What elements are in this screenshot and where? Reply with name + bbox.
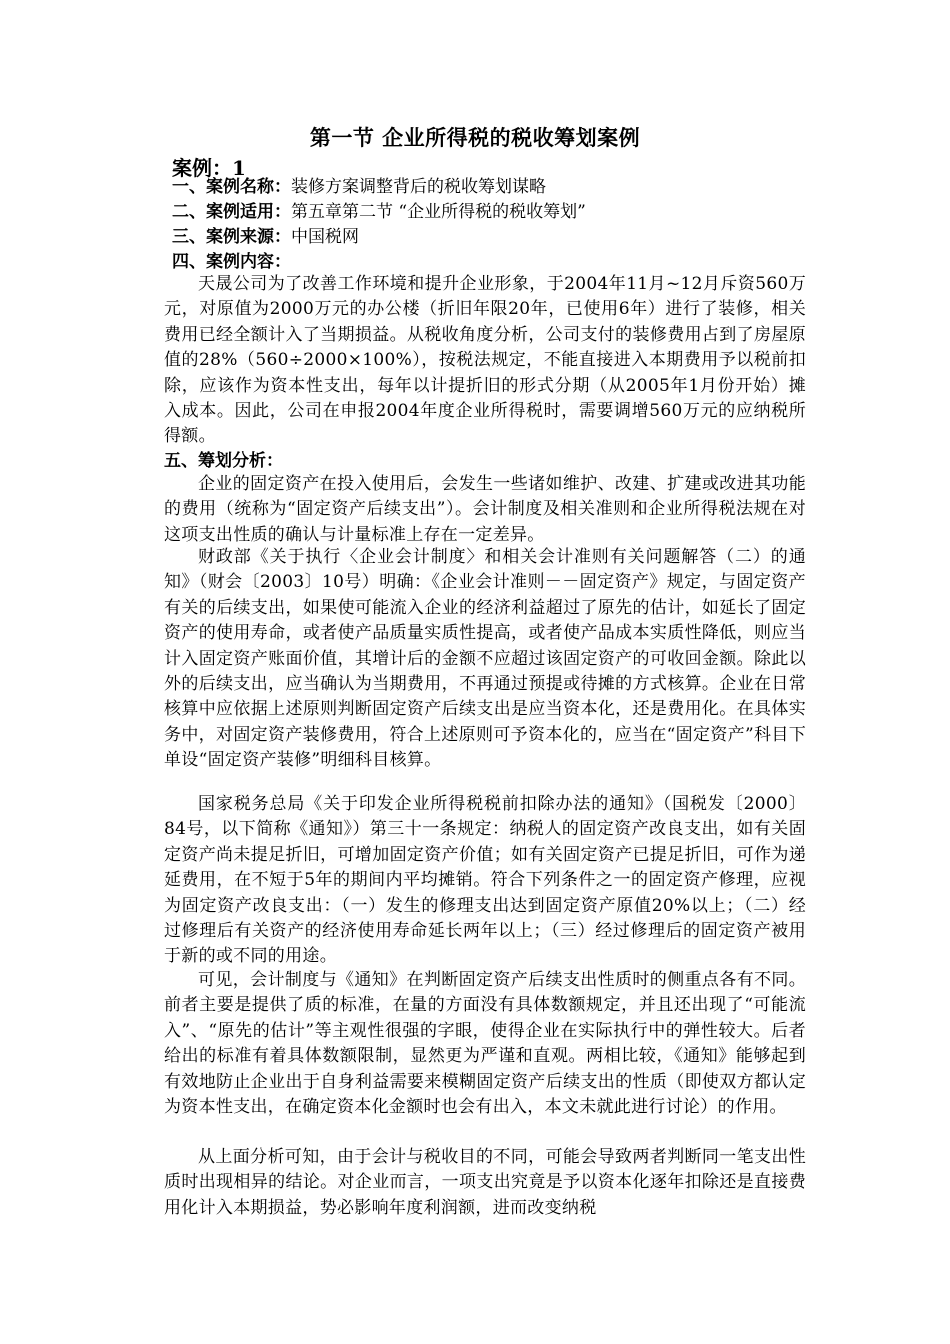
meta-case-source: [172, 225, 359, 249]
meta-value: 第五章第二节 “企业所得税的税收筹划”: [291, 202, 586, 222]
meta-label: 四、案例内容：: [172, 252, 291, 272]
meta-case-scope: [172, 200, 586, 224]
meta-label: 一、案例名称：: [172, 177, 291, 197]
analysis-paragraph: 国家税务总局《关于印发企业所得税税前扣除办法的通知》（国税发〔2000〕84号，以下简称《通知》）第三十一条规定：纳税人的固定资产改良支出，如有关固定资产尚未提足折旧，可增加固定资产价值；如有关固定资产已提足折旧，可作为递延费用，在不短于5年的期间内平均摊销。符合下列条件之一的固定资产修理，应视为固定资产改良支出：（一）发生的修理支出达到固定资产原值20%以上；（二）经过修理后有关资产的经济使用寿命延长两年以上；（三）经过修理后的固定资产被用于新的或不同的用途。: [164, 794, 806, 967]
meta-label: 二、案例适用：: [172, 202, 291, 222]
meta-value: 装修方案调整背后的税收筹划谋略: [291, 177, 546, 197]
analysis-heading: 五、筹划分析：: [164, 451, 283, 471]
analysis-paragraph: 从上面分析可知，由于会计与税收目的不同，可能会导致两者判断同一笔支出性质时出现相异的结论。对企业而言，一项支出究竟是予以资本化逐年扣除还是直接费用化计入本期损益，势必影响年度利润额，进而改变纳税: [164, 1147, 806, 1218]
analysis-paragraph: 企业的固定资产在投入使用后，会发生一些诸如维护、改建、扩建或改进其功能的费用（统称为“固定资产后续支出”）。会计制度及相关准则和企业所得税法规在对这项支出性质的确认与计量标准上存在一定差异。: [164, 474, 806, 545]
meta-case-name: [172, 175, 546, 199]
case-content-paragraph: 天晟公司为了改善工作环境和提升企业形象，于2004年11月~12月斥资560万元，对原值为2000万元的办公楼（折旧年限20年，已使用6年）进行了装修，相关费用已经全额计入了当期损益。从税收角度分析，公司支付的装修费用占到了房屋原值的28%（560÷2000×100%），按税法规定，不能直接进入本期费用予以税前扣除，应该作为资本性支出，每年以计提折旧的形式分期（从2005年1月份开始）摊入成本。因此，公司在申报2004年度企业所得税时，需要调增560万元的应纳税所得额。: [164, 274, 806, 447]
meta-value: 中国税网: [291, 227, 359, 247]
page-title: 第一节 企业所得税的税收筹划案例: [309, 125, 641, 150]
meta-case-content: [172, 250, 291, 274]
meta-label: 三、案例来源：: [172, 227, 291, 247]
analysis-paragraph: 财政部《关于执行〈企业会计制度〉和相关会计准则有关问题解答（二）的通知》（财会〔2003〕10号）明确：《企业会计准则－－固定资产》规定，与固定资产有关的后续支出，如果使可能流入企业的经济利益超过了原先的估计，如延长了固定资产的使用寿命，或者使产品质量实质性提高，或者使产品成本实质性降低，则应当计入固定资产账面价值，其增计后的金额不应超过该固定资产的可收回金额。除此以外的后续支出，应当确认为当期费用，不再通过预提或待摊的方式核算。企业在日常核算中应依据上述原则判断固定资产后续支出是应当资本化，还是费用化。在具体实务中，对固定资产装修费用，符合上述原则可予资本化的，应当在“固定资产”科目下单设“固定资产装修”明细科目核算。: [164, 547, 806, 771]
case-number: 案例：1: [172, 156, 246, 180]
analysis-paragraph: 可见，会计制度与《通知》在判断固定资产后续支出性质时的侧重点各有不同。前者主要是提供了质的标准，在量的方面没有具体数额规定，并且还出现了“可能流入”、“原先的估计”等主观性很强的字眼，使得企业在实际执行中的弹性较大。后者给出的标准有着具体数额限制，显然更为严谨和直观。两相比较，《通知》能够起到有效地防止企业出于自身利益需要来模糊固定资产后续支出的性质（即使双方都认定为资本性支出，在确定资本化金额时也会有出入，本文未就此进行讨论）的作用。: [164, 970, 806, 1118]
